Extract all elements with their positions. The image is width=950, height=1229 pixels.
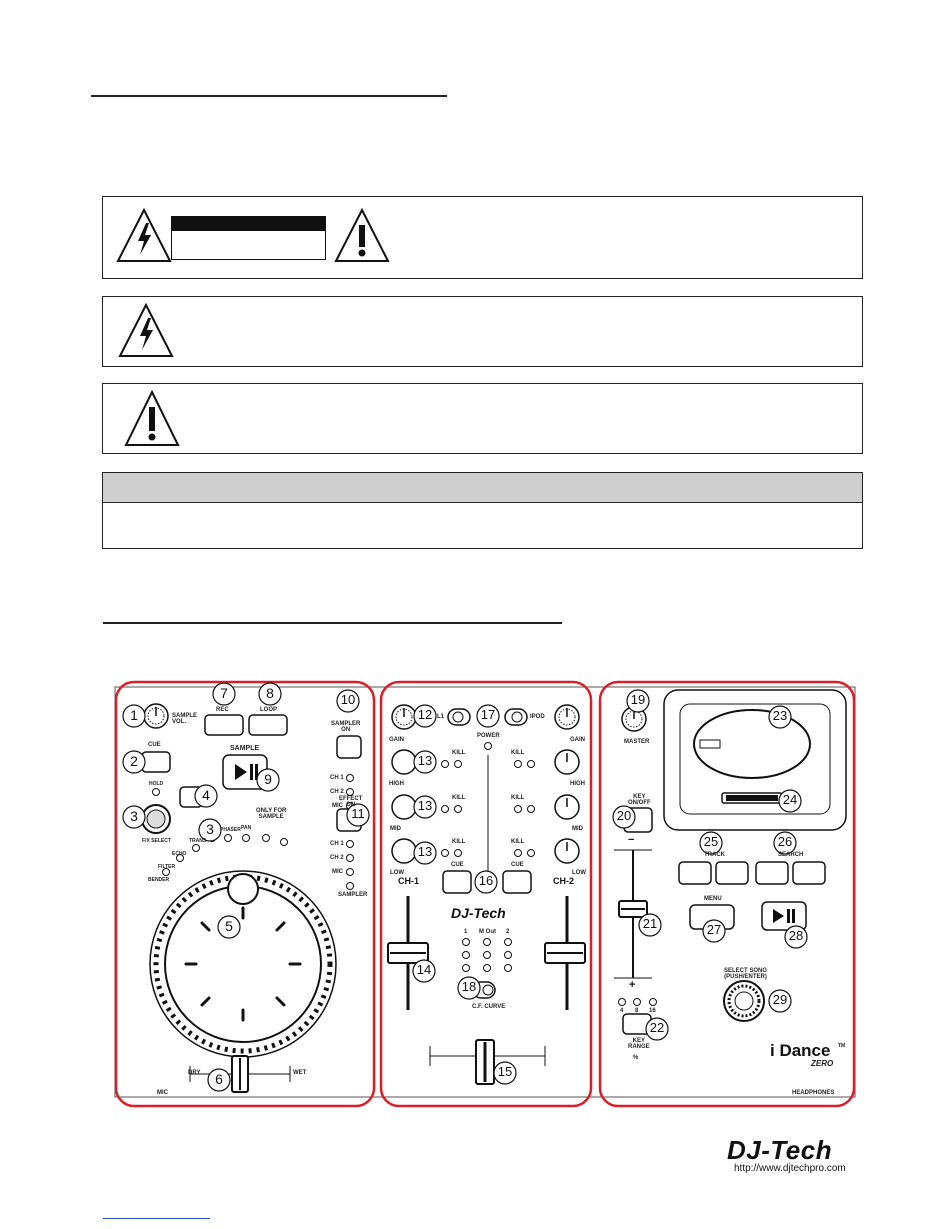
label-cue-r: CUE [511,862,524,868]
label-key-range-unit: % [633,1055,639,1061]
label-kill-1: KILL [452,750,466,756]
label-bender: BENDER [148,877,170,883]
label-gain-l: GAIN [389,737,404,743]
label-cf-curve: C.F. CURVE [472,1004,506,1010]
track-prev-button [679,862,711,884]
label-plus: + [629,979,636,991]
label-headphones: HEADPHONES [792,1090,835,1096]
callout-14: 14 [416,962,432,977]
label-kr-8: 8 [635,1008,639,1014]
callout-26: 26 [777,834,793,849]
callout-3b: 3 [206,821,214,837]
label-track: TRACK [704,852,725,858]
label-vu-mout: M Out [479,929,496,935]
cue-button [142,752,170,772]
mixer-brand-logo: DJ-Tech [451,905,506,921]
label-menu: MENU [704,896,722,902]
label-filter: FILTER [158,864,176,870]
callout-29: 29 [772,992,788,1007]
label-ch2: CH 2 [330,789,344,795]
label-ch1-fx: CH 1 [330,841,344,847]
idance-logo: i Dance [770,1041,831,1060]
label-vu-1: 1 [464,929,468,935]
label-ch2-fx: CH 2 [330,855,344,861]
callout-5: 5 [225,918,233,934]
callout-8: 8 [266,685,274,701]
label-kill-2: KILL [452,795,466,801]
label-sampler-on: SAMPLER ON [331,721,361,733]
label-key-range: KEY RANGE [628,1038,650,1050]
label-key-onoff: KEY ON/OFF [628,794,651,806]
sampler-on-button [337,736,361,758]
callout-24: 24 [782,792,798,807]
callout-17: 17 [480,707,496,722]
label-high-r: HIGH [570,781,585,787]
label-kr-16: 16 [649,1008,656,1014]
label-kill-3: KILL [452,839,466,845]
callout-7: 7 [220,685,228,701]
label-master: MASTER [624,739,650,745]
footer-link-underline[interactable] [103,1218,210,1219]
callout-12: 12 [417,707,433,722]
label-echo: ECHO [172,851,187,857]
label-dry: DRY [188,1070,201,1076]
callout-20: 20 [616,808,632,823]
callout-11: 11 [351,806,365,821]
label-kr-4: 4 [620,1008,624,1014]
label-hold: HOLD [149,781,164,787]
label-sampler: SAMPLER [338,892,368,898]
label-fx-select: F/X SELECT [142,838,171,844]
label-pan: PAN [241,825,252,831]
label-cue-l: CUE [451,862,464,868]
label-low-r: LOW [572,870,586,876]
label-sample: SAMPLE [230,745,260,752]
label-power: POWER [477,733,500,739]
footer-url: http://www.djtechpro.com [734,1163,846,1174]
callout-22: 22 [649,1020,665,1035]
label-mic-out: MIC [157,1090,168,1096]
label-gain-r: GAIN [570,737,585,743]
label-mid-l: MID [390,826,401,832]
label-kill-5: KILL [511,795,525,801]
callout-27: 27 [706,922,722,937]
label-rec: REC [216,707,229,713]
label-high-l: HIGH [389,781,404,787]
callout-4: 4 [202,787,210,803]
label-mid-r: MID [572,826,583,832]
track-next-button [716,862,748,884]
label-l1: L1 [437,714,445,720]
callout-21: 21 [642,916,658,931]
idance-zero: ZERO [811,1059,834,1068]
callout-23: 23 [772,708,788,723]
search-back-button [756,862,788,884]
label-mic-fx: MIC [332,869,343,875]
label-only-for-sample: ONLY FOR SAMPLE [256,808,287,820]
callout-18: 18 [461,979,477,994]
label-effect-on: EFFECT ON [339,796,363,808]
label-search: SEARCH [778,852,804,858]
footer-brand-logo: DJ-Tech [727,1135,833,1165]
label-kill-4: KILL [511,750,525,756]
label-kill-6: KILL [511,839,525,845]
callout-6: 6 [215,1071,223,1087]
label-select-song: SELECT SONG (PUSH/ENTER) [724,968,768,980]
label-ch1: CH 1 [330,775,344,781]
label-low-l: LOW [390,870,404,876]
callout-9: 9 [264,771,272,787]
label-trans: TRANS [189,838,207,844]
label-phaser: PHASER [220,827,241,833]
callout-3: 3 [130,808,138,824]
callout-19: 19 [630,692,646,707]
callout-10: 10 [340,692,356,707]
callout-13c: 13 [417,844,433,859]
label-mic: MIC [332,803,343,809]
search-fwd-button [793,862,825,884]
label-sample-vol: SAMPLE VOL. [172,713,198,725]
callout-13b: 13 [417,798,433,813]
idance-tm: TM [838,1043,846,1049]
label-ipod: IPOD [530,714,545,720]
callout-28: 28 [788,928,804,943]
label-wet: WET [293,1070,307,1076]
callout-25: 25 [703,834,719,849]
label-ch-1: CH-1 [398,876,420,886]
callout-16: 16 [478,873,494,888]
callout-2: 2 [130,753,138,769]
rec-button [205,715,243,735]
label-cue: CUE [148,742,161,748]
label-ch-2: CH-2 [553,876,575,886]
loop-button [249,715,287,735]
callout-13a: 13 [417,753,433,768]
callout-1: 1 [130,707,138,723]
label-vu-2: 2 [506,929,510,935]
label-loop: LOOP [260,707,278,713]
callout-15: 15 [497,1064,513,1079]
label-minus: − [628,834,635,846]
